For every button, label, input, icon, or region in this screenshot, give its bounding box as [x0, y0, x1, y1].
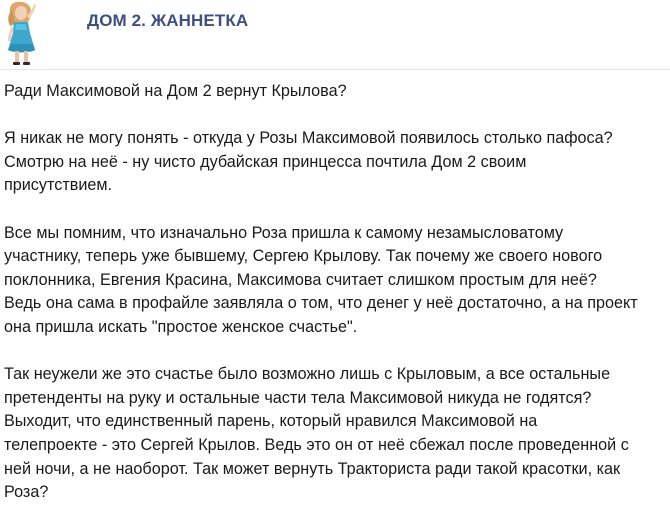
paragraph-line: она пришла искать "простое женское счастье". — [4, 317, 358, 336]
paragraph-line: поклонника, Евгения Красина, Максимова считает слишком простым для неё? — [4, 270, 597, 289]
header-divider — [0, 69, 670, 70]
article-body — [4, 80, 668, 505]
article-paragraph — [4, 222, 668, 340]
channel-avatar[interactable] — [0, 0, 44, 66]
paragraph-line: ней ночи, а не наоборот. Так может вернуть Тракториста ради такой красотки, как — [4, 459, 621, 478]
paragraph-line: Выходит, что единственный парень, который нравился Максимовой на — [4, 412, 538, 431]
paragraph-line: участнику, теперь уже бывшему, Сергею Крылову. Так почему же своего нового — [4, 247, 603, 266]
article-title: Ради Максимовой на Дом 2 вернут Крылова? — [4, 82, 347, 100]
article-paragraph — [4, 363, 668, 505]
girl-in-blue-dress-avatar-icon — [0, 0, 44, 66]
paragraph-line: телепроекте - это Сергей Крылов. Ведь это он от неё сбежал после проведенной с — [4, 435, 629, 454]
paragraph-line: Все мы помним, что изначально Роза пришла к самому незамысловатому — [4, 223, 564, 242]
channel-header — [0, 0, 670, 70]
paragraph-line: Смотрю на неё - ну чисто дубайская принцесса почтила Дом 2 своим — [4, 152, 527, 171]
paragraph-line: Роза? — [4, 483, 49, 502]
paragraph-line: присутствием. — [4, 176, 113, 195]
channel-name[interactable]: ДОМ 2. ЖАННЕТКА — [87, 11, 249, 30]
paragraph-line: Ведь она сама в профайле заявляла о том, что денег у неё достаточно, а на проект — [4, 294, 638, 313]
paragraph-line: претенденты на руку и остальные части тела Максимовой никуда не годятся? — [4, 388, 592, 407]
paragraph-line: Я никак не могу понять - откуда у Розы Максимовой появилось столько пафоса? — [4, 129, 613, 148]
paragraph-line: Так неужели же это счастье было возможно лишь с Крыловым, а все остальные — [4, 365, 611, 384]
article-paragraph — [4, 127, 668, 198]
